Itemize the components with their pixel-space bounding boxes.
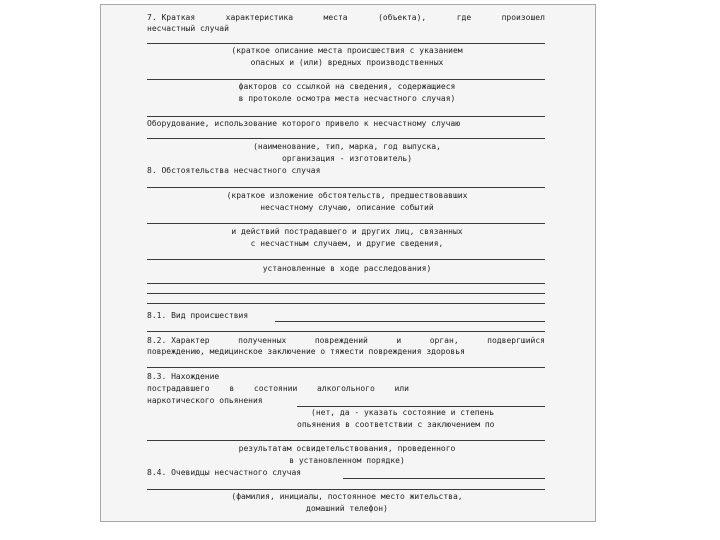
fill-line xyxy=(147,303,545,304)
place-hint: (краткое описание места происшествия с указанием xyxy=(231,46,463,55)
section-8-3-line3: наркотического опьянения xyxy=(147,396,263,405)
fill-line xyxy=(147,331,545,332)
fill-line xyxy=(343,478,545,479)
circumstances-hint: установленные в ходе расследования) xyxy=(262,264,432,273)
section-8-2-heading: 8.2. Характер полученных повреждений и орган, подвергшийся xyxy=(147,336,545,345)
fill-line xyxy=(147,43,545,44)
fill-line xyxy=(147,187,545,188)
circumstances-hint: (краткое изложение обстоятельств, предшествовавших xyxy=(226,191,468,200)
fill-line xyxy=(147,138,545,139)
fill-line xyxy=(147,79,545,80)
fill-line xyxy=(147,283,545,284)
intoxication-hint: опьянения в соответствии с заключением по xyxy=(297,420,495,429)
fill-line xyxy=(297,406,545,407)
fill-line xyxy=(147,489,545,490)
witness-hint: домашний телефон) xyxy=(306,504,388,513)
fill-line xyxy=(147,223,545,224)
section-8-heading: 8. Обстоятельства несчастного случая xyxy=(147,166,321,175)
section-8-3-heading: 8.3. Нахождение xyxy=(147,372,220,381)
fill-line xyxy=(147,116,545,117)
intoxication-hint: (нет, да - указать состояние и степень xyxy=(311,408,495,417)
circumstances-hint: несчастному случаю, описание событий xyxy=(260,203,434,212)
place-hint: опасных и (или) вредных производственных xyxy=(250,58,444,67)
fill-line xyxy=(147,293,545,294)
place-hint: факторов со ссылкой на сведения, содержащиеся xyxy=(238,82,456,91)
document-page xyxy=(100,4,596,522)
fill-line xyxy=(147,440,545,441)
equipment-hint: организация - изготовитель) xyxy=(281,154,413,163)
witness-hint: (фамилия, инициалы, постоянное место жительства, xyxy=(231,492,463,501)
place-hint: в протоколе осмотра места несчастного случая) xyxy=(238,94,456,103)
circumstances-hint: и действий пострадавшего и других лиц, связанных xyxy=(231,227,463,236)
section-7-heading: 7. Краткая характеристика места (объекта), где произошел xyxy=(147,13,545,22)
section-8-3-line2: пострадавшего в состоянии алкогольного или xyxy=(147,384,409,393)
equipment-label: Оборудование, использование которого привело к несчастному случаю xyxy=(147,119,461,128)
section-8-2-cont: повреждению, медицинское заключение о тяжести повреждения здоровья xyxy=(147,347,465,356)
fill-line xyxy=(147,259,545,260)
intoxication-hint: результатам освидетельствования, проведенного xyxy=(238,444,456,453)
section-7-heading-cont: несчастный случай xyxy=(147,24,229,33)
section-8-1-label: 8.1. Вид происшествия xyxy=(147,311,249,320)
fill-line xyxy=(147,367,545,368)
circumstances-hint: с несчастным случаем, и другие сведения, xyxy=(250,239,444,248)
intoxication-hint: в установленном порядке) xyxy=(289,456,405,465)
section-8-4-label: 8.4. Очевидцы несчастного случая xyxy=(147,468,302,477)
fill-line xyxy=(275,321,545,322)
equipment-hint: (наименование, тип, марка, год выпуска, xyxy=(253,142,441,151)
